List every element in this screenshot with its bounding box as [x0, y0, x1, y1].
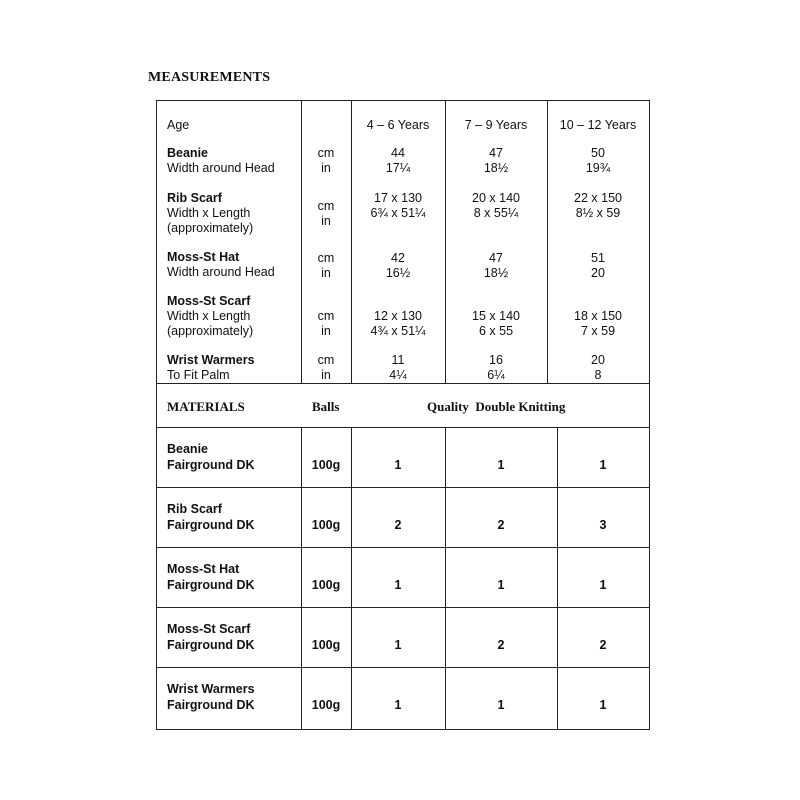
divider-line [351, 101, 352, 384]
ball-count: 3 [599, 518, 607, 532]
value-cm: 15 x 140 [472, 309, 520, 323]
value-cm: 11 [391, 353, 405, 367]
value-in: 4¼ [389, 368, 407, 382]
ball-count: 1 [394, 638, 402, 652]
value-in: 19¾ [585, 161, 611, 175]
unit-cm: cm [317, 146, 335, 160]
ball-weight: 100g [311, 698, 341, 712]
unit-in: in [321, 266, 331, 280]
ball-count: 1 [599, 698, 607, 712]
value-cm: 16 [489, 353, 503, 367]
value-cm: 51 [591, 251, 605, 265]
ball-count: 1 [394, 578, 402, 592]
yarn-name: Fairground DK [167, 458, 255, 472]
ball-count: 1 [599, 458, 607, 472]
value-cm: 47 [489, 146, 503, 160]
item-name: Beanie [167, 442, 208, 456]
value-in: 17¼ [385, 161, 411, 175]
divider-line [157, 427, 649, 428]
unit-cm: cm [317, 309, 335, 323]
value-cm: 47 [489, 251, 503, 265]
value-in: 16½ [385, 266, 411, 280]
value-in: 20 [591, 266, 605, 280]
ball-count: 2 [394, 518, 402, 532]
materials-table [156, 383, 650, 730]
item-name: Moss-St Hat [167, 562, 240, 576]
yarn-name: Fairground DK [167, 638, 255, 652]
ball-count: 2 [497, 518, 505, 532]
divider-line [157, 607, 649, 608]
yarn-name: Fairground DK [167, 698, 255, 712]
value-in: 7 x 59 [580, 324, 616, 338]
value-cm: 20 [591, 353, 605, 367]
item-name: Beanie [167, 146, 208, 160]
value-in: 6¾ x 51¼ [370, 206, 426, 220]
item-desc: Width x Length [167, 309, 251, 323]
value-cm: 50 [591, 146, 605, 160]
size-header: 7 – 9 Years [464, 118, 528, 132]
value-cm: 44 [391, 146, 405, 160]
size-header: 4 – 6 Years [366, 118, 430, 132]
value-cm: 22 x 150 [574, 191, 622, 205]
item-desc: Width around Head [167, 161, 275, 175]
value-in: 18½ [483, 161, 509, 175]
item-name: Moss-St Hat [167, 250, 240, 264]
unit-cm: cm [317, 251, 335, 265]
value-in: 6 x 55 [478, 324, 514, 338]
item-name: Wrist Warmers [167, 682, 255, 696]
unit-in: in [321, 161, 331, 175]
item-desc: (approximately) [167, 324, 254, 338]
item-desc: Width x Length [167, 206, 251, 220]
ball-count: 1 [394, 698, 402, 712]
value-cm: 20 x 140 [472, 191, 520, 205]
value-cm: 17 x 130 [374, 191, 422, 205]
materials-title: MATERIALS [167, 399, 245, 414]
balls-label: Balls [312, 399, 340, 414]
yarn-name: Fairground DK [167, 518, 255, 532]
value-in: 18½ [483, 266, 509, 280]
item-desc: Width around Head [167, 265, 275, 279]
value-cm: 42 [391, 251, 405, 265]
ball-count: 1 [497, 458, 505, 472]
ball-weight: 100g [311, 518, 341, 532]
quality-label: Quality Double Knitting [427, 399, 566, 414]
age-label: Age [167, 118, 190, 132]
unit-in: in [321, 368, 331, 382]
ball-count: 1 [497, 578, 505, 592]
divider-line [445, 101, 446, 384]
divider-line [301, 101, 302, 384]
yarn-name: Fairground DK [167, 578, 255, 592]
item-name: Rib Scarf [167, 502, 222, 516]
ball-weight: 100g [311, 458, 341, 472]
ball-count: 1 [394, 458, 402, 472]
ball-count: 2 [497, 638, 505, 652]
item-name: Wrist Warmers [167, 353, 255, 367]
unit-cm: cm [317, 353, 335, 367]
divider-line [157, 667, 649, 668]
value-in: 4¾ x 51¼ [370, 324, 426, 338]
value-cm: 12 x 130 [374, 309, 422, 323]
unit-in: in [321, 324, 331, 338]
item-desc: (approximately) [167, 221, 254, 235]
item-name: Rib Scarf [167, 191, 222, 205]
ball-weight: 100g [311, 638, 341, 652]
ball-count: 1 [599, 578, 607, 592]
value-in: 6¼ [487, 368, 505, 382]
unit-in: in [321, 214, 331, 228]
divider-line [547, 101, 548, 384]
ball-weight: 100g [311, 578, 341, 592]
divider-line [157, 487, 649, 488]
item-name: Moss-St Scarf [167, 622, 251, 636]
measurements-table [156, 100, 650, 384]
ball-count: 1 [497, 698, 505, 712]
unit-cm: cm [317, 199, 335, 213]
measurements-title: MEASUREMENTS [148, 70, 271, 85]
item-desc: To Fit Palm [167, 368, 230, 382]
value-in: 8½ x 59 [575, 206, 621, 220]
ball-count: 2 [599, 638, 607, 652]
value-in: 8 [594, 368, 602, 382]
value-in: 8 x 55¼ [473, 206, 519, 220]
divider-line [157, 547, 649, 548]
value-cm: 18 x 150 [574, 309, 622, 323]
item-name: Moss-St Scarf [167, 294, 251, 308]
size-header: 10 – 12 Years [559, 118, 637, 132]
